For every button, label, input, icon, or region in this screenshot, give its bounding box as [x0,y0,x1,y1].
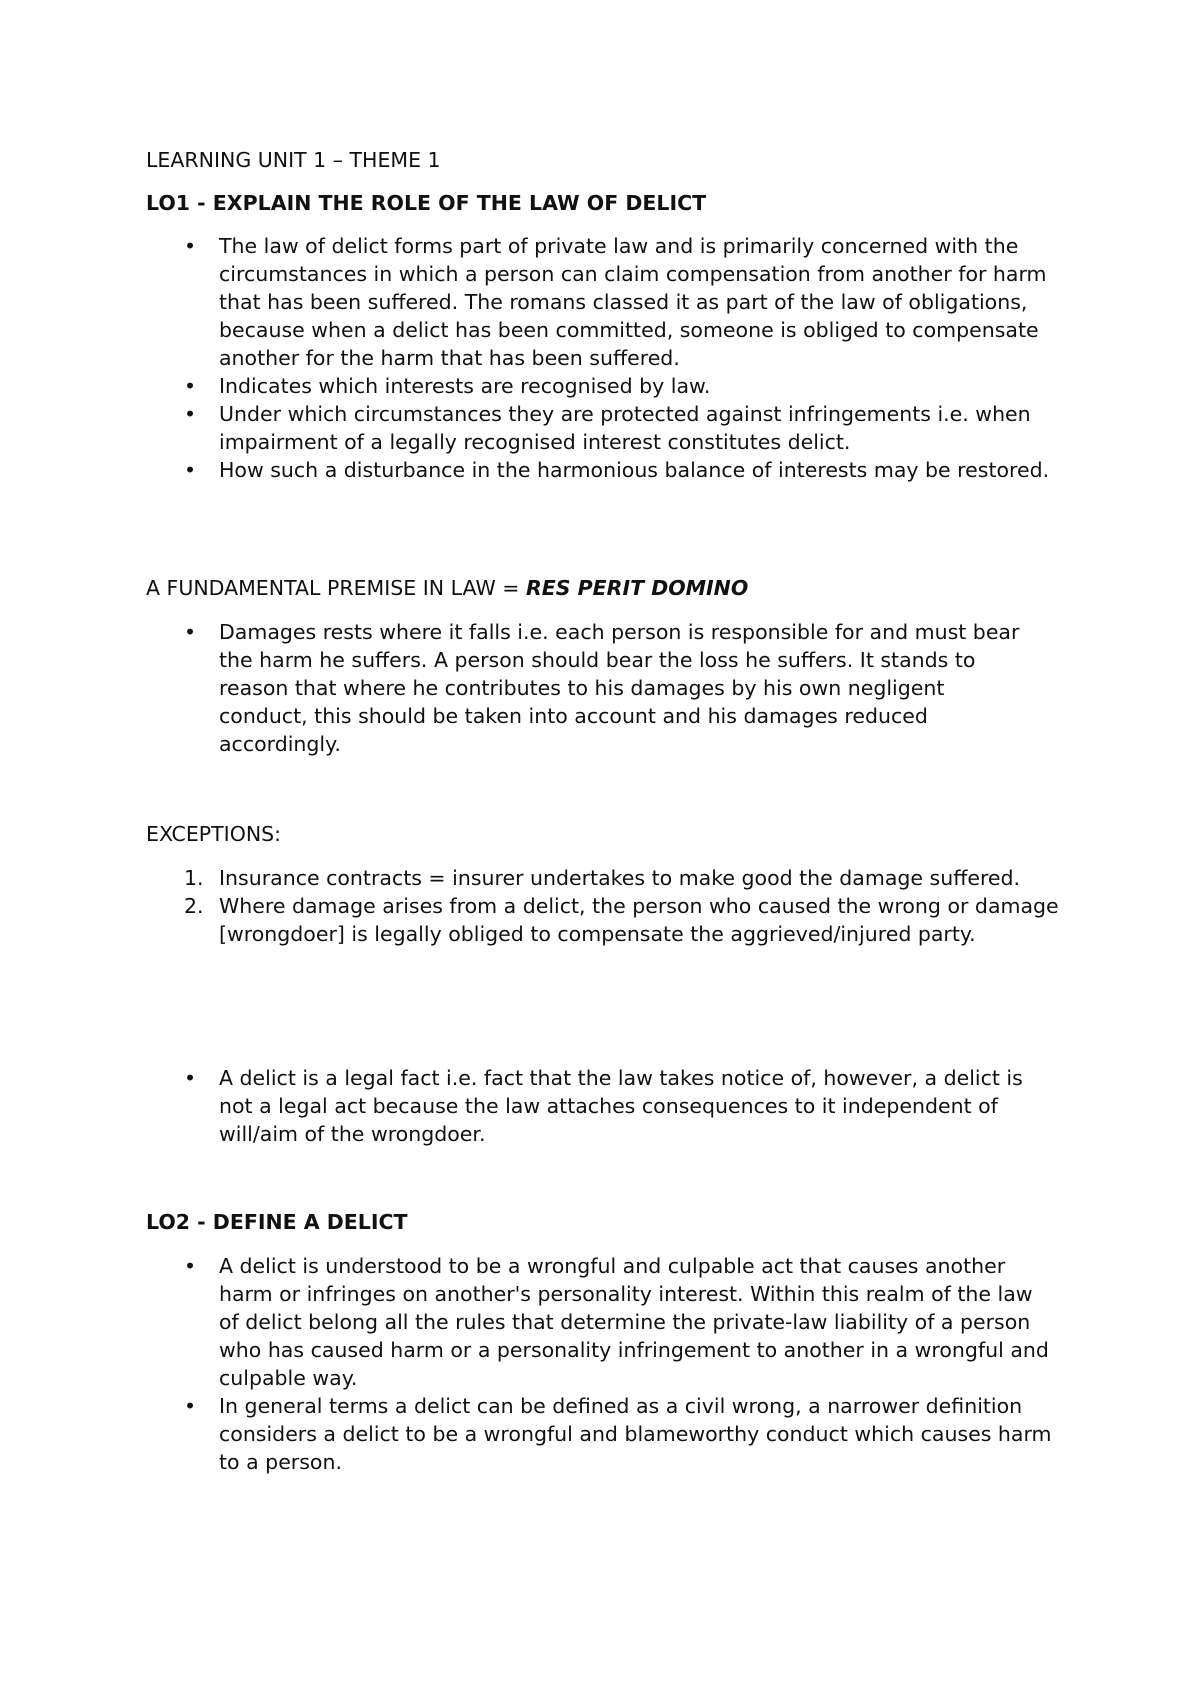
lo1-bullet-list [146,232,1086,484]
lo1-heading: LO1 - EXPLAIN THE ROLE OF THE LAW OF DELICT [146,191,707,215]
premise-bullet-list [146,618,1026,758]
premise-maxim: RES PERIT DOMINO [525,576,749,600]
list-text: Insurance contracts = insurer undertakes to make good the damage suffered. [219,866,1021,890]
list-number: 2. [184,894,204,918]
exceptions-bullet-list [146,1064,1056,1148]
list-item: • Under which circumstances they are protected against infringements i.e. when impairment of a legally recognised interest constitutes delict. [146,400,1086,456]
lo2-heading: LO2 - DEFINE A DELICT [146,1210,408,1234]
list-item: • Damages rests where it falls i.e. each person is responsible for and must bear the harm he suffers. A person should bear the loss he suffers. It stands to reason that where he contributes to his damages by his own negligent conduct, this should be taken into account and his damages reduced accordingly. [146,618,1026,758]
exceptions-heading: EXCEPTIONS: [146,822,282,846]
premise-heading [146,574,748,602]
list-item: • A delict is a legal fact i.e. fact that the law takes notice of, however, a delict is not a legal act because the law attaches consequences to it independent of will/aim of the wrongdoer. [146,1064,1056,1148]
list-item [146,892,1066,948]
list-item [146,864,1066,892]
lo2-bullet-list [146,1252,1056,1476]
unit-title: LEARNING UNIT 1 – THEME 1 [146,148,441,172]
list-item: • In general terms a delict can be defined as a civil wrong, a narrower definition considers a delict to be a wrongful and blameworthy conduct which causes harm to a person. [146,1392,1056,1476]
list-text: Where damage arises from a delict, the person who caused the wrong or damage [wrongdoer] is legally obliged to compensate the aggrieved/injured party. [219,894,1059,946]
list-item: • A delict is understood to be a wrongful and culpable act that causes another harm or infringes on another's personality interest. Within this realm of the law of delict belong all the rules that determine the private-law liability of a person who has caused harm or a personality infringement to another in a wrongful and culpable way. [146,1252,1056,1392]
list-item: • How such a disturbance in the harmonious balance of interests may be restored. [146,456,1086,484]
list-number: 1. [184,866,204,890]
list-item: • The law of delict forms part of private law and is primarily concerned with the circumstances in which a person can claim compensation from another for harm that has been suffered. The romans classed it as part of the law of obligations, because when a delict has been committed, someone is obliged to compensate another for the harm that has been suffered. [146,232,1086,372]
premise-prefix: A FUNDAMENTAL PREMISE IN LAW = [146,576,526,600]
list-item: • Indicates which interests are recognised by law. [146,372,1086,400]
exceptions-list [146,864,1066,948]
